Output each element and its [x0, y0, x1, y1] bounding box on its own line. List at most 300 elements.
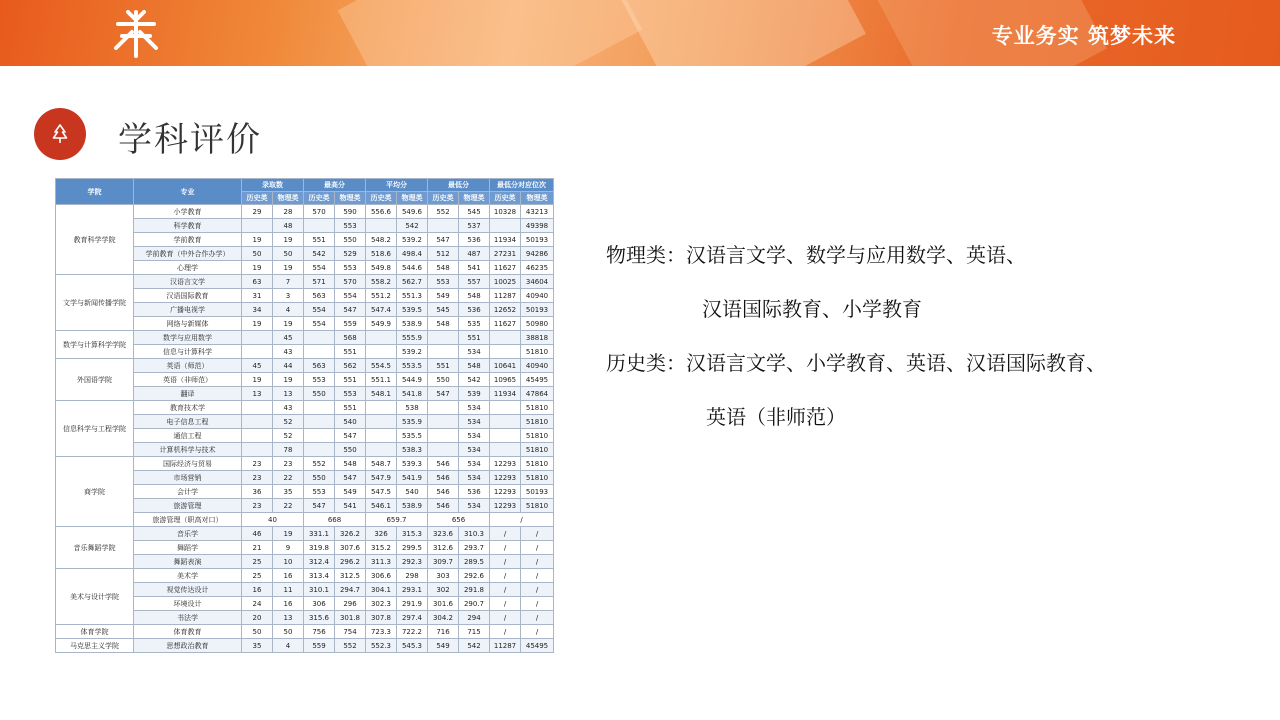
value-cell: 570	[335, 275, 366, 289]
value-cell: 549.6	[397, 205, 428, 219]
value-cell: 12652	[490, 303, 521, 317]
value-cell: 51810	[521, 345, 554, 359]
value-cell: 50	[273, 625, 304, 639]
value-cell: 51810	[521, 471, 554, 485]
major-cell: 书法学	[134, 611, 242, 625]
table-row	[56, 401, 554, 415]
value-cell: 553	[335, 387, 366, 401]
value-cell: 722.2	[397, 625, 428, 639]
value-cell: 554	[304, 317, 335, 331]
value-cell: 11627	[490, 261, 521, 275]
score-table	[55, 178, 554, 653]
header-sub-history: 历史类	[304, 192, 335, 205]
major-cell: 思想政治教育	[134, 639, 242, 653]
value-cell: /	[490, 597, 521, 611]
value-cell	[490, 415, 521, 429]
value-cell: 11934	[490, 387, 521, 401]
value-cell	[490, 401, 521, 415]
major-cell: 市场营销	[134, 471, 242, 485]
value-cell: 536	[459, 233, 490, 247]
value-cell: 558.2	[366, 275, 397, 289]
tree-icon	[49, 123, 71, 145]
value-cell: 548	[335, 457, 366, 471]
value-cell: 306.6	[366, 569, 397, 583]
value-cell: 534	[459, 499, 490, 513]
value-cell: 19	[242, 233, 273, 247]
value-cell	[304, 345, 335, 359]
value-cell: 9	[273, 541, 304, 555]
value-cell: 538.9	[397, 317, 428, 331]
value-cell: 535.5	[397, 429, 428, 443]
value-cell: /	[490, 541, 521, 555]
value-cell: 754	[335, 625, 366, 639]
value-cell: 542	[304, 247, 335, 261]
history-majors-1: 汉语言文学、小学教育、英语、汉语国际教育、	[686, 351, 1106, 375]
value-cell: 541.8	[397, 387, 428, 401]
value-cell: 553	[335, 219, 366, 233]
value-cell	[366, 401, 397, 415]
value-cell: 547	[304, 499, 335, 513]
value-cell: 535	[459, 317, 490, 331]
value-cell: 563	[304, 289, 335, 303]
value-cell: 547	[428, 233, 459, 247]
value-cell: 27231	[490, 247, 521, 261]
value-cell: 299.5	[397, 541, 428, 555]
header-sub-history: 历史类	[428, 192, 459, 205]
value-cell: 545	[459, 205, 490, 219]
value-cell: 301.8	[335, 611, 366, 625]
college-cell: 教育科学学院	[56, 205, 134, 275]
value-cell: 542	[397, 219, 428, 233]
value-cell: 551.1	[366, 373, 397, 387]
value-cell: 23	[242, 499, 273, 513]
major-cell: 电子信息工程	[134, 415, 242, 429]
value-cell: 304.2	[428, 611, 459, 625]
major-cell: 英语（非师范）	[134, 373, 242, 387]
value-cell: 534	[459, 471, 490, 485]
value-cell: 539	[459, 387, 490, 401]
major-cell: 广播电视学	[134, 303, 242, 317]
value-cell: 557	[459, 275, 490, 289]
major-cell: 汉语国际教育	[134, 289, 242, 303]
value-cell: 550	[304, 471, 335, 485]
value-cell: 40940	[521, 359, 554, 373]
value-cell: 551	[335, 373, 366, 387]
value-cell	[428, 415, 459, 429]
value-cell: 548	[428, 261, 459, 275]
value-cell	[490, 443, 521, 457]
value-cell: 312.5	[335, 569, 366, 583]
value-cell: 19	[273, 261, 304, 275]
value-cell: 19	[273, 527, 304, 541]
value-cell: 11287	[490, 639, 521, 653]
value-cell: 45495	[521, 639, 554, 653]
value-cell: 541	[459, 261, 490, 275]
value-cell: 547	[335, 303, 366, 317]
value-cell: 556.6	[366, 205, 397, 219]
value-cell: 326.2	[335, 527, 366, 541]
value-cell: 309.7	[428, 555, 459, 569]
value-cell	[428, 429, 459, 443]
major-cell: 美术学	[134, 569, 242, 583]
value-cell: 94286	[521, 247, 554, 261]
history-line-1	[606, 346, 1246, 400]
value-cell: 10965	[490, 373, 521, 387]
value-cell: 19	[273, 233, 304, 247]
value-cell: 715	[459, 625, 490, 639]
value-cell: 553	[304, 485, 335, 499]
value-cell: 24	[242, 597, 273, 611]
header-sub-physics: 物理类	[459, 192, 490, 205]
value-cell: 21	[242, 541, 273, 555]
major-cell: 心理学	[134, 261, 242, 275]
merged-value-cell: 656	[428, 513, 490, 527]
value-cell	[366, 429, 397, 443]
physics-label: 物理类：	[606, 243, 686, 267]
value-cell: 315.6	[304, 611, 335, 625]
major-cell: 学前教育	[134, 233, 242, 247]
value-cell: 35	[273, 485, 304, 499]
value-cell: 296	[335, 597, 366, 611]
major-cell: 舞蹈学	[134, 541, 242, 555]
value-cell	[242, 345, 273, 359]
value-cell: 52	[273, 429, 304, 443]
value-cell: /	[521, 611, 554, 625]
value-cell: 552	[304, 457, 335, 471]
value-cell: 550	[304, 387, 335, 401]
value-cell: 568	[335, 331, 366, 345]
value-cell: /	[521, 555, 554, 569]
value-cell: 12293	[490, 499, 521, 513]
value-cell: 291.8	[459, 583, 490, 597]
value-cell: 292.3	[397, 555, 428, 569]
value-cell: 548	[428, 317, 459, 331]
value-cell: 551.3	[397, 289, 428, 303]
value-cell: 50	[273, 247, 304, 261]
value-cell: 716	[428, 625, 459, 639]
value-cell: 498.4	[397, 247, 428, 261]
value-cell: /	[521, 597, 554, 611]
value-cell: 534	[459, 457, 490, 471]
merged-value-cell: 668	[304, 513, 366, 527]
value-cell	[304, 415, 335, 429]
value-cell: 549	[428, 289, 459, 303]
banner-decoration	[338, 0, 643, 66]
header-sub-physics: 物理类	[335, 192, 366, 205]
value-cell: 549	[428, 639, 459, 653]
value-cell: 46235	[521, 261, 554, 275]
value-cell: 552	[335, 639, 366, 653]
value-cell: /	[521, 625, 554, 639]
value-cell: 35	[242, 639, 273, 653]
value-cell: 313.4	[304, 569, 335, 583]
value-cell: 550	[335, 443, 366, 457]
value-cell	[304, 443, 335, 457]
value-cell: 25	[242, 569, 273, 583]
value-cell: 50	[242, 625, 273, 639]
value-cell: 310.3	[459, 527, 490, 541]
value-cell: 45495	[521, 373, 554, 387]
value-cell: /	[490, 611, 521, 625]
value-cell: 4	[273, 639, 304, 653]
value-cell: 40940	[521, 289, 554, 303]
college-cell: 文学与新闻传播学院	[56, 275, 134, 331]
merged-value-cell: 659.7	[366, 513, 428, 527]
college-cell: 外国语学院	[56, 359, 134, 401]
value-cell: 549.8	[366, 261, 397, 275]
major-cell: 汉语言文学	[134, 275, 242, 289]
major-cell: 会计学	[134, 485, 242, 499]
value-cell: 4	[273, 303, 304, 317]
value-cell	[428, 331, 459, 345]
value-cell: 546.1	[366, 499, 397, 513]
table-row	[56, 359, 554, 373]
value-cell: 292.6	[459, 569, 490, 583]
value-cell: 548.7	[366, 457, 397, 471]
value-cell: 43	[273, 345, 304, 359]
header-min-score: 最低分	[428, 179, 490, 192]
value-cell: 319.8	[304, 541, 335, 555]
value-cell: 553.5	[397, 359, 428, 373]
value-cell: 44	[273, 359, 304, 373]
value-cell: 25	[242, 555, 273, 569]
section-badge	[34, 108, 86, 160]
value-cell: 331.1	[304, 527, 335, 541]
value-cell: 548.2	[366, 233, 397, 247]
value-cell	[428, 345, 459, 359]
table-row	[56, 639, 554, 653]
value-cell: 544.6	[397, 261, 428, 275]
value-cell: 529	[335, 247, 366, 261]
history-line-2	[606, 400, 1246, 454]
value-cell: 301.6	[428, 597, 459, 611]
value-cell: /	[490, 527, 521, 541]
value-cell: 11	[273, 583, 304, 597]
value-cell: 43213	[521, 205, 554, 219]
value-cell: 545.3	[397, 639, 428, 653]
value-cell: 29	[242, 205, 273, 219]
value-cell: 47864	[521, 387, 554, 401]
major-cell: 小学教育	[134, 205, 242, 219]
value-cell: 536	[459, 303, 490, 317]
value-cell: 38818	[521, 331, 554, 345]
value-cell: /	[521, 583, 554, 597]
major-cell: 舞蹈表演	[134, 555, 242, 569]
value-cell: 551.2	[366, 289, 397, 303]
value-cell: 550	[335, 233, 366, 247]
value-cell: 46	[242, 527, 273, 541]
value-cell: 306	[304, 597, 335, 611]
value-cell: 559	[335, 317, 366, 331]
value-cell: 538	[397, 401, 428, 415]
value-cell: 551	[335, 401, 366, 415]
value-cell: 22	[273, 499, 304, 513]
value-cell: 537	[459, 219, 490, 233]
value-cell: 559	[304, 639, 335, 653]
value-cell: 554	[304, 303, 335, 317]
value-cell: 534	[459, 429, 490, 443]
value-cell: 293.1	[397, 583, 428, 597]
table-row	[56, 205, 554, 219]
value-cell	[242, 401, 273, 415]
value-cell: 307.6	[335, 541, 366, 555]
value-cell: /	[521, 527, 554, 541]
value-cell: 50193	[521, 303, 554, 317]
value-cell: 534	[459, 345, 490, 359]
slogan: 专业务实 筑梦未来	[991, 24, 1176, 48]
header-max-score: 最高分	[304, 179, 366, 192]
header-min-rank: 最低分对应位次	[490, 179, 554, 192]
value-cell: 51810	[521, 401, 554, 415]
value-cell: 538.9	[397, 499, 428, 513]
value-cell: /	[490, 625, 521, 639]
value-cell: 50193	[521, 233, 554, 247]
value-cell: 315.2	[366, 541, 397, 555]
value-cell: 49398	[521, 219, 554, 233]
header-major: 专业	[134, 179, 242, 205]
value-cell: 551	[459, 331, 490, 345]
value-cell: 43	[273, 401, 304, 415]
value-cell: 19	[273, 373, 304, 387]
value-cell: 542	[459, 373, 490, 387]
college-cell: 音乐舞蹈学院	[56, 527, 134, 569]
value-cell: 571	[304, 275, 335, 289]
value-cell: /	[521, 569, 554, 583]
value-cell: 539.3	[397, 457, 428, 471]
history-label: 历史类：	[606, 351, 686, 375]
value-cell	[490, 345, 521, 359]
value-cell: 545	[428, 303, 459, 317]
value-cell: 549	[335, 485, 366, 499]
header-sub-history: 历史类	[366, 192, 397, 205]
value-cell: 570	[304, 205, 335, 219]
value-cell: 550	[428, 373, 459, 387]
value-cell: 562.7	[397, 275, 428, 289]
value-cell	[304, 219, 335, 233]
value-cell: 23	[273, 457, 304, 471]
value-cell: 16	[273, 597, 304, 611]
college-cell: 信息科学与工程学院	[56, 401, 134, 457]
value-cell: 13	[273, 387, 304, 401]
major-cell: 英语（师范）	[134, 359, 242, 373]
value-cell: 547	[428, 387, 459, 401]
value-cell	[242, 443, 273, 457]
value-cell: 535.9	[397, 415, 428, 429]
major-cell: 体育教育	[134, 625, 242, 639]
value-cell: 538.3	[397, 443, 428, 457]
value-cell: 78	[273, 443, 304, 457]
value-cell: 303	[428, 569, 459, 583]
value-cell: 323.6	[428, 527, 459, 541]
value-cell: 547	[335, 471, 366, 485]
major-cell: 计算机科学与技术	[134, 443, 242, 457]
value-cell: 487	[459, 247, 490, 261]
value-cell: 10641	[490, 359, 521, 373]
value-cell: 16	[273, 569, 304, 583]
value-cell: 546	[428, 457, 459, 471]
value-cell: /	[521, 541, 554, 555]
value-cell: 294.7	[335, 583, 366, 597]
value-cell: 555.9	[397, 331, 428, 345]
value-cell: 562	[335, 359, 366, 373]
value-cell	[304, 401, 335, 415]
value-cell: 23	[242, 457, 273, 471]
value-cell: 11934	[490, 233, 521, 247]
value-cell	[490, 219, 521, 233]
college-cell: 马克思主义学院	[56, 639, 134, 653]
major-cell: 数学与应用数学	[134, 331, 242, 345]
header-college: 学院	[56, 179, 134, 205]
major-cell: 学前教育（中外合作办学）	[134, 247, 242, 261]
banner-decoration	[614, 0, 866, 66]
header-sub-history: 历史类	[490, 192, 521, 205]
value-cell: 539.2	[397, 233, 428, 247]
value-cell: 541.9	[397, 471, 428, 485]
value-cell: 548	[459, 289, 490, 303]
value-cell	[366, 415, 397, 429]
major-cell: 网络与新媒体	[134, 317, 242, 331]
value-cell: 12293	[490, 457, 521, 471]
value-cell: 540	[335, 415, 366, 429]
college-cell: 体育学院	[56, 625, 134, 639]
major-cell: 翻译	[134, 387, 242, 401]
value-cell: 34	[242, 303, 273, 317]
table-row	[56, 625, 554, 639]
value-cell: 52	[273, 415, 304, 429]
header-avg-score: 平均分	[366, 179, 428, 192]
value-cell	[304, 331, 335, 345]
value-cell: /	[490, 569, 521, 583]
value-cell: 19	[242, 261, 273, 275]
value-cell: 307.8	[366, 611, 397, 625]
value-cell: 304.1	[366, 583, 397, 597]
value-cell: 36	[242, 485, 273, 499]
value-cell	[490, 331, 521, 345]
value-cell: 546	[428, 471, 459, 485]
major-cell: 环境设计	[134, 597, 242, 611]
value-cell: 16	[242, 583, 273, 597]
value-cell: 548	[459, 359, 490, 373]
value-cell: 12293	[490, 485, 521, 499]
value-cell: 554.5	[366, 359, 397, 373]
value-cell: 554	[304, 261, 335, 275]
major-cell: 信息与计算科学	[134, 345, 242, 359]
admission-score-table	[55, 178, 553, 675]
value-cell: 544.9	[397, 373, 428, 387]
value-cell	[366, 219, 397, 233]
value-cell: 552.3	[366, 639, 397, 653]
header-sub-physics: 物理类	[521, 192, 554, 205]
value-cell	[428, 401, 459, 415]
value-cell: 534	[459, 415, 490, 429]
physics-line-2	[606, 292, 1246, 346]
value-cell: 723.3	[366, 625, 397, 639]
header-sub-history: 历史类	[242, 192, 273, 205]
value-cell: 534	[459, 443, 490, 457]
value-cell: 554	[335, 289, 366, 303]
notes-panel	[606, 238, 1246, 454]
value-cell	[304, 429, 335, 443]
value-cell: 294	[459, 611, 490, 625]
value-cell: 552	[428, 205, 459, 219]
value-cell	[242, 219, 273, 233]
value-cell: 298	[397, 569, 428, 583]
value-cell	[242, 429, 273, 443]
value-cell: 551	[304, 233, 335, 247]
value-cell: 315.3	[397, 527, 428, 541]
value-cell: 547.4	[366, 303, 397, 317]
value-cell: 19	[242, 317, 273, 331]
